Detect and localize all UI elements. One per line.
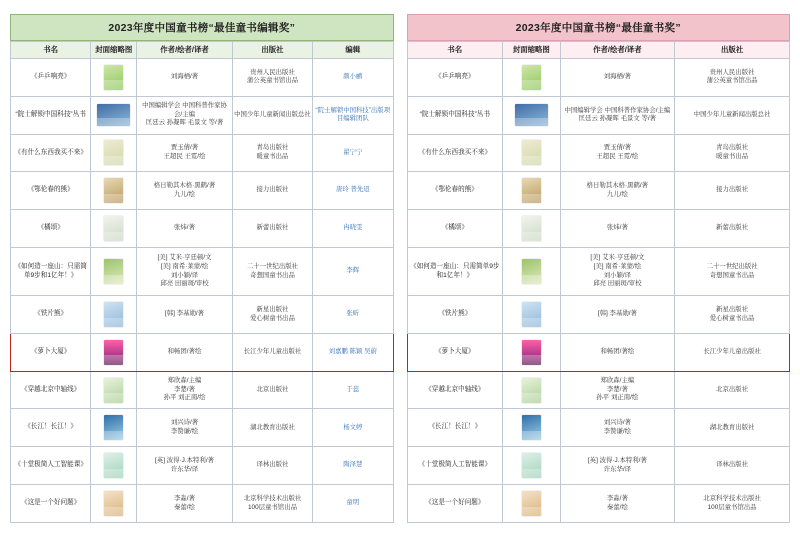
cell-editor: 童明 xyxy=(313,485,393,523)
cover-thumbnail-cell xyxy=(503,59,560,97)
cell-book-title: 《橘颂》 xyxy=(407,210,503,248)
panel-best-book xyxy=(407,14,791,523)
cell-book-title: 《萝卜大厦》 xyxy=(11,333,91,371)
cover-thumbnail-cell xyxy=(503,485,560,523)
cell-creator: [美] 艾米·亨廷顿/文 [美] 南希·莱蒙/绘 刘小颖/译 邱亮 田丽斑/审校 xyxy=(137,247,233,295)
cover-thumbnail-cell xyxy=(503,296,560,334)
cell-book-title: 《乒乒响亮》 xyxy=(11,59,91,97)
cell-publisher: 青岛出版社 暖童书出品 xyxy=(675,134,790,172)
table-row xyxy=(407,333,790,371)
cell-editor: 李辉 xyxy=(313,247,393,295)
book-cover-icon xyxy=(522,415,541,440)
panel-title-right: 2023年度中国童书榜“最佳童书奖” xyxy=(407,14,791,41)
cell-book-title: 《穿越北京中轴线》 xyxy=(11,371,91,409)
book-cover-icon xyxy=(522,178,541,203)
panel-best-editing xyxy=(10,14,394,523)
column-header-title: 书名 xyxy=(407,42,503,59)
book-cover-icon xyxy=(104,259,123,284)
cell-book-title: 《有什么东西我买不来》 xyxy=(407,134,503,172)
cell-creator: 张炜/著 xyxy=(560,210,675,248)
table-best-book xyxy=(407,41,791,523)
table-header-row xyxy=(407,42,790,59)
table-row xyxy=(11,210,394,248)
book-cover-icon xyxy=(104,378,123,403)
cell-book-title: 《有什么东西我买不来》 xyxy=(11,134,91,172)
table-row xyxy=(407,371,790,409)
book-cover-icon xyxy=(104,491,123,516)
table-row xyxy=(407,409,790,447)
table-header-row xyxy=(11,42,394,59)
cover-thumbnail-cell xyxy=(91,59,137,97)
book-cover-icon xyxy=(104,216,123,241)
table-row xyxy=(407,247,790,295)
cell-book-title: 《这是一个好问题》 xyxy=(407,485,503,523)
cell-book-title: 《十堂极简人工智能课》 xyxy=(407,447,503,485)
book-cover-icon xyxy=(522,216,541,241)
cell-editor: 翟宁宁 xyxy=(313,134,393,172)
cell-editor: 杨文婷 xyxy=(313,409,393,447)
cell-creator: 刘海栖/著 xyxy=(137,59,233,97)
cover-thumbnail-cell xyxy=(503,247,560,295)
cell-editor: 冉晓雯 xyxy=(313,210,393,248)
cover-thumbnail-cell xyxy=(91,371,137,409)
cell-editor: 颜小鹂 xyxy=(313,59,393,97)
cell-creator: 格日勒其木格·黑鹤/著 九儿/绘 xyxy=(137,172,233,210)
cover-thumbnail-cell xyxy=(503,210,560,248)
cell-creator: [韩] 李基勋/著 xyxy=(560,296,675,334)
cell-book-title: 《长江！长江！》 xyxy=(11,409,91,447)
book-cover-icon xyxy=(104,453,123,478)
cell-book-title: “院士解锁中国科技”丛书 xyxy=(407,96,503,134)
cell-publisher: 译林出版社 xyxy=(232,447,312,485)
cell-book-title: 《如何造一座山：只需简单9步和1亿年！》 xyxy=(407,247,503,295)
cell-publisher: 译林出版社 xyxy=(675,447,790,485)
cell-book-title: 《鄂伦春的熊》 xyxy=(11,172,91,210)
cell-creator: 和畅团/著绘 xyxy=(137,333,233,371)
book-cover-icon xyxy=(104,178,123,203)
book-cover-icon xyxy=(104,340,123,365)
cell-publisher: 中国少年儿童新闻出版总社 xyxy=(675,96,790,134)
cell-creator: [英] 波得·J.本特利/著 许东华/译 xyxy=(560,447,675,485)
cover-thumbnail-cell xyxy=(91,134,137,172)
cell-book-title: “院士解锁中国科技”丛书 xyxy=(11,96,91,134)
table-row xyxy=(407,134,790,172)
cell-publisher: 新蕾出版社 xyxy=(232,210,312,248)
table-row xyxy=(11,333,394,371)
cover-thumbnail-cell xyxy=(503,447,560,485)
cell-creator: 中国编辑学会 中国科普作家协会/主编 匡廷云 孙凝晖 毛景文 等/著 xyxy=(560,96,675,134)
book-cover-icon xyxy=(104,415,123,440)
book-cover-icon xyxy=(522,491,541,516)
cell-creator: 张炜/著 xyxy=(137,210,233,248)
cell-publisher: 湖北教育出版社 xyxy=(675,409,790,447)
table-row xyxy=(407,447,790,485)
book-cover-icon xyxy=(522,302,541,327)
table-row xyxy=(11,172,394,210)
table-row xyxy=(11,447,394,485)
cell-book-title: 《穿越北京中轴线》 xyxy=(407,371,503,409)
column-header-publisher: 出版社 xyxy=(232,42,312,59)
table-row xyxy=(407,59,790,97)
cell-book-title: 《这是一个好问题》 xyxy=(11,485,91,523)
column-header-cover: 封面缩略图 xyxy=(503,42,560,59)
table-row xyxy=(11,485,394,523)
table-body-right xyxy=(407,59,790,523)
table-body-left xyxy=(11,59,394,523)
cell-book-title: 《如何造一座山：只需简单9步和1亿年！》 xyxy=(11,247,91,295)
cell-creator: 刘海栖/著 xyxy=(560,59,675,97)
table-row xyxy=(11,371,394,409)
cell-publisher: 新蕾出版社 xyxy=(675,210,790,248)
cover-thumbnail-cell xyxy=(91,247,137,295)
column-header-creator: 作者/绘者/译者 xyxy=(560,42,675,59)
table-best-editing xyxy=(10,41,394,523)
cell-book-title: 《乒乒响亮》 xyxy=(407,59,503,97)
book-cover-icon xyxy=(522,65,541,90)
book-cover-icon xyxy=(97,104,130,126)
book-cover-icon xyxy=(515,104,548,126)
cell-publisher: 二十一世纪出版社 奇想国童书出品 xyxy=(232,247,312,295)
cell-creator: 李淼/著 秦蕾/绘 xyxy=(560,485,675,523)
column-header-creator: 作者/绘者/译者 xyxy=(137,42,233,59)
cell-creator: 刘兴诗/著 李赞谦/绘 xyxy=(137,409,233,447)
cell-editor: 于蕊 xyxy=(313,371,393,409)
table-row xyxy=(11,409,394,447)
cell-publisher: 北京科学技术出版社 100层童书馆出品 xyxy=(232,485,312,523)
cell-book-title: 《铁片熊》 xyxy=(407,296,503,334)
table-row xyxy=(407,96,790,134)
table-row xyxy=(11,59,394,97)
cover-thumbnail-cell xyxy=(503,134,560,172)
cover-thumbnail-cell xyxy=(503,409,560,447)
cover-thumbnail-cell xyxy=(91,447,137,485)
cover-thumbnail-cell xyxy=(91,296,137,334)
book-cover-icon xyxy=(522,453,541,478)
table-row xyxy=(407,485,790,523)
cell-publisher: 北京出版社 xyxy=(675,371,790,409)
table-row xyxy=(11,134,394,172)
cell-editor: “院士解锁中国科技”出版项目编辑团队 xyxy=(313,96,393,134)
cell-editor: 刘嘉鹏 陈颖 吴蔚 xyxy=(313,333,393,371)
cell-book-title: 《铁片熊》 xyxy=(11,296,91,334)
table-row xyxy=(407,172,790,210)
cell-publisher: 新星出版社 爱心树童书出品 xyxy=(675,296,790,334)
cover-thumbnail-cell xyxy=(91,172,137,210)
cell-publisher: 北京科学技术出版社 100层童书馆出品 xyxy=(675,485,790,523)
cover-thumbnail-cell xyxy=(91,409,137,447)
cover-thumbnail-cell xyxy=(91,333,137,371)
cell-book-title: 《萝卜大厦》 xyxy=(407,333,503,371)
book-cover-icon xyxy=(522,340,541,365)
cell-book-title: 《长江！长江！》 xyxy=(407,409,503,447)
cell-publisher: 湖北教育出版社 xyxy=(232,409,312,447)
cell-creator: 和畅团/著绘 xyxy=(560,333,675,371)
column-header-publisher: 出版社 xyxy=(675,42,790,59)
cover-thumbnail-cell xyxy=(503,333,560,371)
book-cover-icon xyxy=(104,302,123,327)
cell-editor: 陶泽慧 xyxy=(313,447,393,485)
table-row xyxy=(11,96,394,134)
table-row xyxy=(407,296,790,334)
cover-thumbnail-cell xyxy=(503,172,560,210)
cell-publisher: 北京出版社 xyxy=(232,371,312,409)
book-cover-icon xyxy=(522,378,541,403)
cell-publisher: 接力出版社 xyxy=(675,172,790,210)
cell-book-title: 《十堂极简人工智能课》 xyxy=(11,447,91,485)
panel-divider xyxy=(400,14,401,523)
cell-publisher: 长江少年儿童出版社 xyxy=(232,333,312,371)
cell-creator: 郑欣森/主编 李楚/著 孙平 刘正南/绘 xyxy=(560,371,675,409)
cell-creator: [英] 波得·J.本特利/著 许东华/译 xyxy=(137,447,233,485)
cell-editor: 张昕 xyxy=(313,296,393,334)
cell-publisher: 贵州人民出版社 蒲公英童书馆出品 xyxy=(232,59,312,97)
cell-publisher: 青岛出版社 暖童书出品 xyxy=(232,134,312,172)
cover-thumbnail-cell xyxy=(91,210,137,248)
cell-publisher: 中国少年儿童新闻出版总社 xyxy=(232,96,312,134)
cell-publisher: 二十一世纪出版社 奇想国童书出品 xyxy=(675,247,790,295)
cell-publisher: 接力出版社 xyxy=(232,172,312,210)
cell-creator: 中国编辑学会 中国科普作家协会/主编 匡廷云 孙凝晖 毛景文 等/著 xyxy=(137,96,233,134)
cover-thumbnail-cell xyxy=(91,485,137,523)
cell-creator: 贾玉倩/著 王超民 王霓/绘 xyxy=(560,134,675,172)
cell-creator: 李淼/著 秦蕾/绘 xyxy=(137,485,233,523)
cell-publisher: 贵州人民出版社 蒲公英童书馆出品 xyxy=(675,59,790,97)
book-cover-icon xyxy=(522,259,541,284)
cell-creator: [美] 艾米·亨廷顿/文 [美] 南希·莱蒙/绘 刘小颖/译 邱亮 田丽斑/审校 xyxy=(560,247,675,295)
cell-creator: 刘兴诗/著 李赞谦/绘 xyxy=(560,409,675,447)
table-row xyxy=(11,296,394,334)
panel-title-left: 2023年度中国童书榜“最佳童书编辑奖” xyxy=(10,14,394,41)
cell-creator: 郑欣森/主编 李楚/著 孙平 刘正南/绘 xyxy=(137,371,233,409)
column-header-cover: 封面缩略图 xyxy=(91,42,137,59)
cell-publisher: 长江少年儿童出版社 xyxy=(675,333,790,371)
cell-book-title: 《橘颂》 xyxy=(11,210,91,248)
cell-creator: 贾玉倩/著 王超民 王霓/绘 xyxy=(137,134,233,172)
cell-book-title: 《鄂伦春的熊》 xyxy=(407,172,503,210)
cell-publisher: 新星出版社 爱心树童书出品 xyxy=(232,296,312,334)
cover-thumbnail-cell xyxy=(91,96,137,134)
cell-editor: 唐玲 普先迢 xyxy=(313,172,393,210)
table-row xyxy=(407,210,790,248)
cell-creator: 格日勒其木格·黑鹤/著 九儿/绘 xyxy=(560,172,675,210)
column-header-editor: 编辑 xyxy=(313,42,393,59)
column-header-title: 书名 xyxy=(11,42,91,59)
cover-thumbnail-cell xyxy=(503,371,560,409)
book-cover-icon xyxy=(522,140,541,165)
table-row xyxy=(11,247,394,295)
cover-thumbnail-cell xyxy=(503,96,560,134)
cell-creator: [韩] 李基勋/著 xyxy=(137,296,233,334)
book-cover-icon xyxy=(104,140,123,165)
book-cover-icon xyxy=(104,65,123,90)
